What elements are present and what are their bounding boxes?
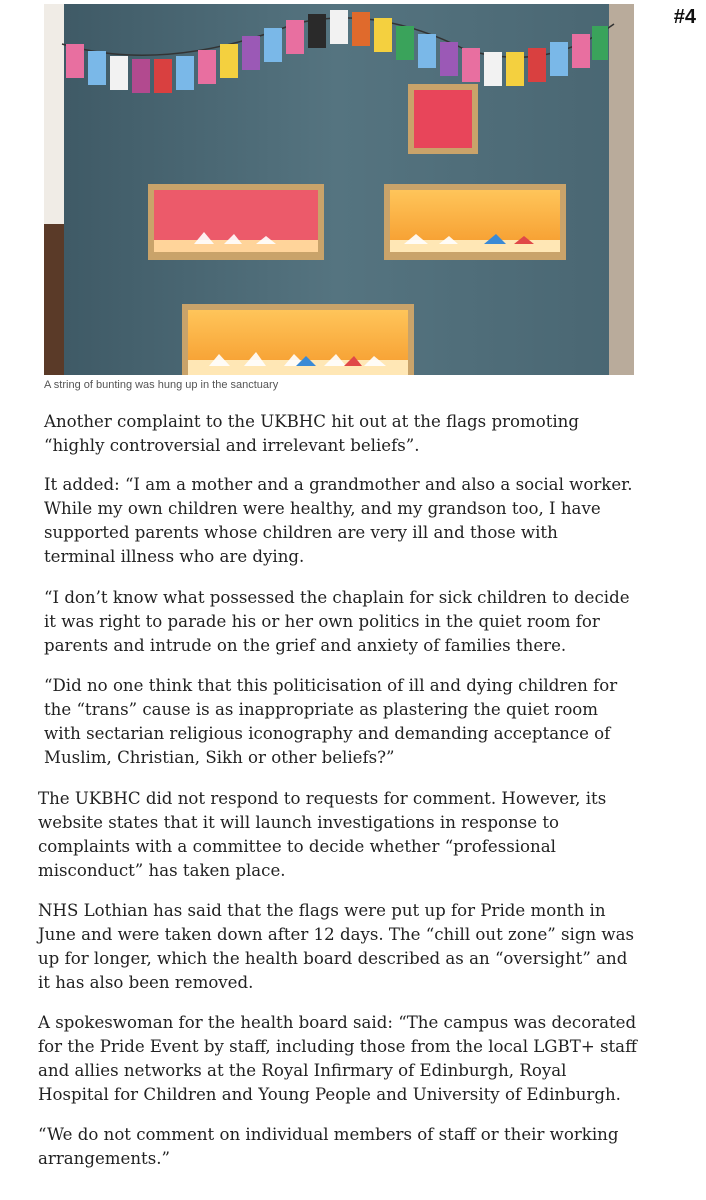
article-paragraph: It added: “I am a mother and a grandmother and also a social worker. While my own children were healthy, and my grandson too, I have supported parents whose children are very ill and those with terminal illness who are dying. xyxy=(44,475,633,566)
article-paragraph: Another complaint to the UKBHC hit out at the flags promoting “highly controversial and irrelevant beliefs”. xyxy=(44,412,579,455)
photo-caption: A string of bunting was hung up in the sanctuary xyxy=(44,379,279,391)
sanctuary-photo xyxy=(44,4,634,375)
article-paragraph: “Did no one think that this politicisation of ill and dying children for the “trans” cause is as inappropriate as plastering the quiet room with sectarian religious iconography and demanding acceptance of Muslim, Christian, Sikh or other beliefs?” xyxy=(44,676,618,767)
article-paragraph: NHS Lothian has said that the flags were put up for Pride month in June and were taken down after 12 days. The “chill out zone” sign was up for longer, which the health board described as an “oversight” and it has also been removed. xyxy=(38,901,635,992)
article-paragraph: “I don’t know what possessed the chaplain for sick children to decide it was right to parade his or her own politics in the quiet room for parents and intrude on the grief and anxiety of families there. xyxy=(44,588,630,655)
article-paragraph: The UKBHC did not respond to requests for comment. However, its website states that it will launch investigations in response to complaints with a committee to decide whether “professional misconduct” has taken place. xyxy=(38,789,607,880)
page-number: #4 xyxy=(673,6,696,28)
article-paragraph: “We do not comment on individual members of staff or their working arrangements.” xyxy=(38,1125,619,1168)
article-paragraph: A spokeswoman for the health board said: “The campus was decorated for the Pride Event by staff, including those from the local LGBT+ staff and allies networks at the Royal Infirmary of Edinburgh, Royal Hospital for Children and Young People and University of Edinburgh. xyxy=(38,1013,637,1104)
